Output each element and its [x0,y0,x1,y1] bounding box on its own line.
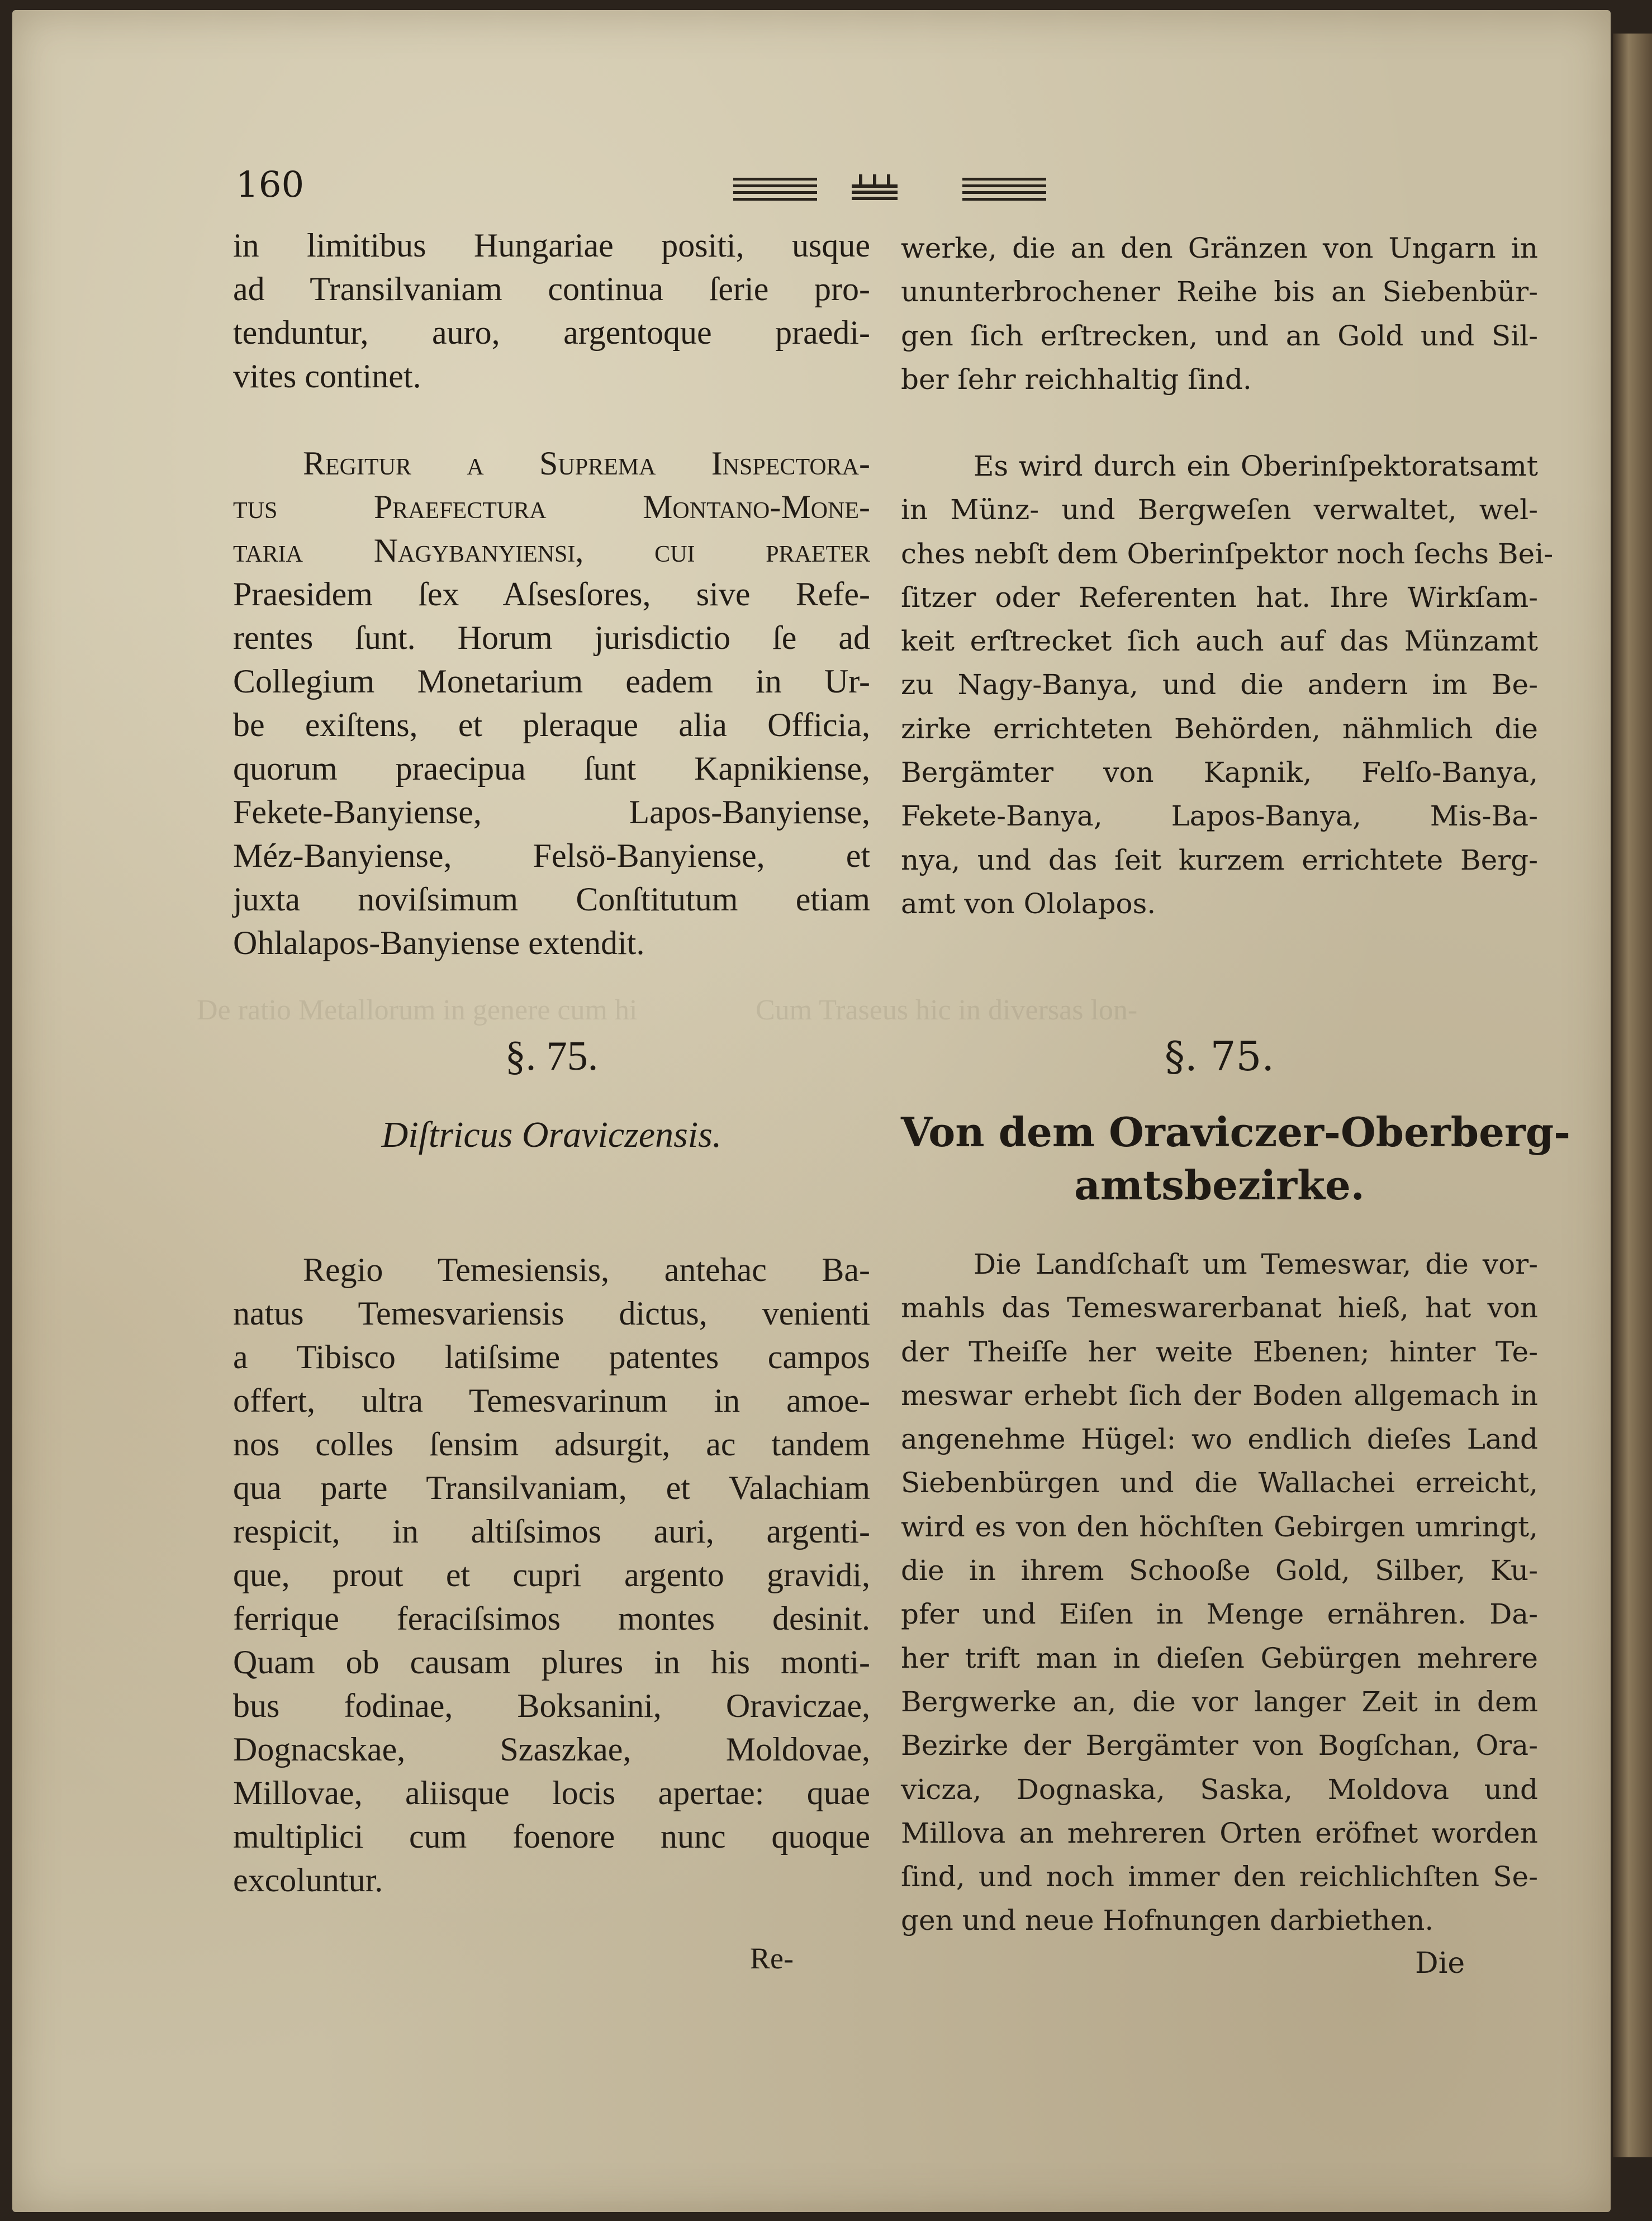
text-line: nos colles ſensim adsurgit, ac tandem [233,1426,870,1463]
latin-paragraph-2-block [233,442,870,965]
latin-paragraph-2 [233,442,870,965]
header-ornament [733,172,1046,206]
text-line: Die Landſchaſt um Temeswar, die vor- [974,1248,1538,1280]
text-line: der Theiſſe her weite Ebenen; hinter Te- [901,1335,1538,1368]
latin-paragraph-1 [233,224,870,398]
latin-section-number: §. 75. [505,1033,599,1079]
german-paragraph-1 [901,226,1538,401]
text-line: rentes ſunt. Horum jurisdictio ſe ad [233,619,870,656]
text-line: bus fodinae, Boksanini, Oraviczae, [233,1687,870,1724]
latin-paragraph-3-block [233,1248,870,1902]
text-line: ber ſehr reichhaltig ſind. [901,363,1252,396]
text-line: Siebenbürgen und die Wallachei erreicht, [901,1467,1538,1499]
text-line: Regitur a Suprema Inspectora- [303,445,870,482]
german-paragraph-3-block [901,1242,1538,1943]
text-line: Bergwerke an, die vor langer Zeit in dem [901,1685,1538,1718]
text-line: respicit, in altiſsimos auri, argenti- [233,1513,870,1550]
german-section-title-line-2: amtsbezirke. [1074,1161,1365,1209]
text-line: nya, und das ſeit kurzem errichtete Berg- [901,843,1538,876]
text-line: Collegium Monetarium eadem in Ur- [233,663,870,700]
text-line: offert, ultra Temesvarinum in amoe- [233,1382,870,1419]
text-line: vicza, Dognaska, Saska, Moldova und [901,1773,1538,1806]
text-line: juxta noviſsimum Conſtitutum etiam [233,881,870,918]
text-line: ferrique feraciſsimos montes desinit. [233,1600,870,1637]
text-line: ſind, und noch immer den reichlichſten Se- [901,1861,1538,1893]
text-line: Millovae, aliisque locis apertae: quae [233,1774,870,1811]
page-number: 160 [236,164,305,206]
text-line: gen ſich erſtrecken, und an Gold und Sil- [901,319,1538,352]
text-line: keit erſtrecket ſich auch auf das Münzamt [901,625,1538,658]
text-line: Méz-Banyiense, Felsö-Banyiense, et [233,837,870,874]
text-line: ununterbrochener Reihe bis an Siebenbür- [901,276,1538,309]
text-line: mahls das Temeswarerbanat hieß, hat von [901,1292,1538,1325]
german-catchword: Die [1415,1947,1465,1980]
german-paragraph-2 [901,444,1554,926]
show-through-text: Cum Traseus hic in diversas lon- [756,994,1138,1026]
text-line: zirke errichteten Behörden, nähmlich die [901,712,1538,745]
text-line: in Münz- und Bergweſen verwaltet, wel- [901,493,1538,526]
text-line: wird es von den höchſten Gebirgen umringt, [901,1510,1538,1543]
text-line: ſitzer oder Referenten hat. Ihre Wirkſam- [901,581,1538,614]
text-line: Fekete-Banya, Lapos-Banya, Mis-Ba- [901,800,1538,833]
text-line: zu Nagy-Banya, und die andern im Be- [901,668,1538,701]
text-line: angenehme Hügel: wo endlich dieſes Land [901,1423,1538,1456]
text-line: vites continet. [233,358,421,395]
text-line: Bergämter von Kapnik, Felſo-Banya, [901,756,1538,789]
text-line: a Tibisco latiſsime patentes campos [233,1339,870,1375]
text-line: meswar erhebt ſich der Boden allgemach in [901,1379,1538,1412]
text-line: Regio Temesiensis, antehac Ba- [303,1251,870,1288]
text-line: her trift man in dieſen Gebürgen mehrere [901,1641,1538,1674]
german-section-number: §. 75. [1164,1033,1275,1080]
german-column [901,226,1538,401]
text-line: werke, die an den Gränzen von Ungarn in [901,232,1538,264]
text-line: taria Nagybanyiensi, cui praeter [233,532,870,569]
german-section-title-line-1: Von dem Oraviczer-Oberberg- [901,1108,1571,1156]
text-line: Bezirke der Bergämter von Bogſchan, Ora- [901,1729,1538,1762]
german-paragraph-2-block [901,444,1554,926]
text-line: qua parte Transilvaniam, et Valachiam [233,1469,870,1506]
show-through-text: De ratio Metallorum in genere cum hi [197,994,638,1026]
text-line: ad Transilvaniam continua ſerie pro- [233,270,870,307]
latin-section-title: Diſtricus Oraviczensis. [381,1114,722,1155]
text-line: que, prout et cupri argento gravidi, [233,1556,870,1593]
text-line: die in ihrem Schooße Gold, Silber, Ku- [901,1554,1538,1587]
text-line: Praesidem ſex Aſsesſores, sive Refe- [233,576,870,613]
text-line: Ohlalapos-Banyiense extendit. [233,924,645,961]
text-line: Dognacskae, Szaszkae, Moldovae, [233,1731,870,1768]
text-line: Quam ob causam plures in his monti- [233,1644,870,1681]
text-line: multiplici cum foenore nunc quoque [233,1818,870,1855]
latin-paragraph-3 [233,1248,870,1902]
latin-catchword: Re- [750,1942,794,1975]
text-line: tus Praefectura Montano-Mone- [233,488,870,525]
text-line: Es wird durch ein Oberinſpektoratsamt [974,450,1538,482]
text-line: in limitibus Hungariae positi, usque [233,227,870,264]
text-line: natus Temesvariensis dictus, venienti [233,1295,870,1332]
text-line: quorum praecipua ſunt Kapnikiense, [233,750,870,787]
text-line: Millova an mehreren Orten eröfnet worden [901,1816,1538,1849]
text-line: be exiſtens, et pleraque alia Officia, [233,706,870,743]
latin-column [233,224,870,398]
text-line: pfer und Eiſen in Menge ernähren. Da- [901,1598,1538,1631]
german-paragraph-3 [901,1242,1538,1943]
text-line: amt von Ololapos. [901,887,1156,920]
text-line: gen und neue Hofnungen darbiethen. [901,1904,1434,1937]
text-line: ches nebſt dem Oberinſpektor noch ſechs Bei- [901,537,1554,570]
text-line: excoluntur. [233,1862,383,1899]
next-page-edge [1613,34,1652,2157]
text-line: tenduntur, auro, argentoque praedi- [233,314,870,351]
text-line: Fekete-Banyiense, Lapos-Banyiense, [233,794,870,830]
book-page [12,10,1611,2212]
